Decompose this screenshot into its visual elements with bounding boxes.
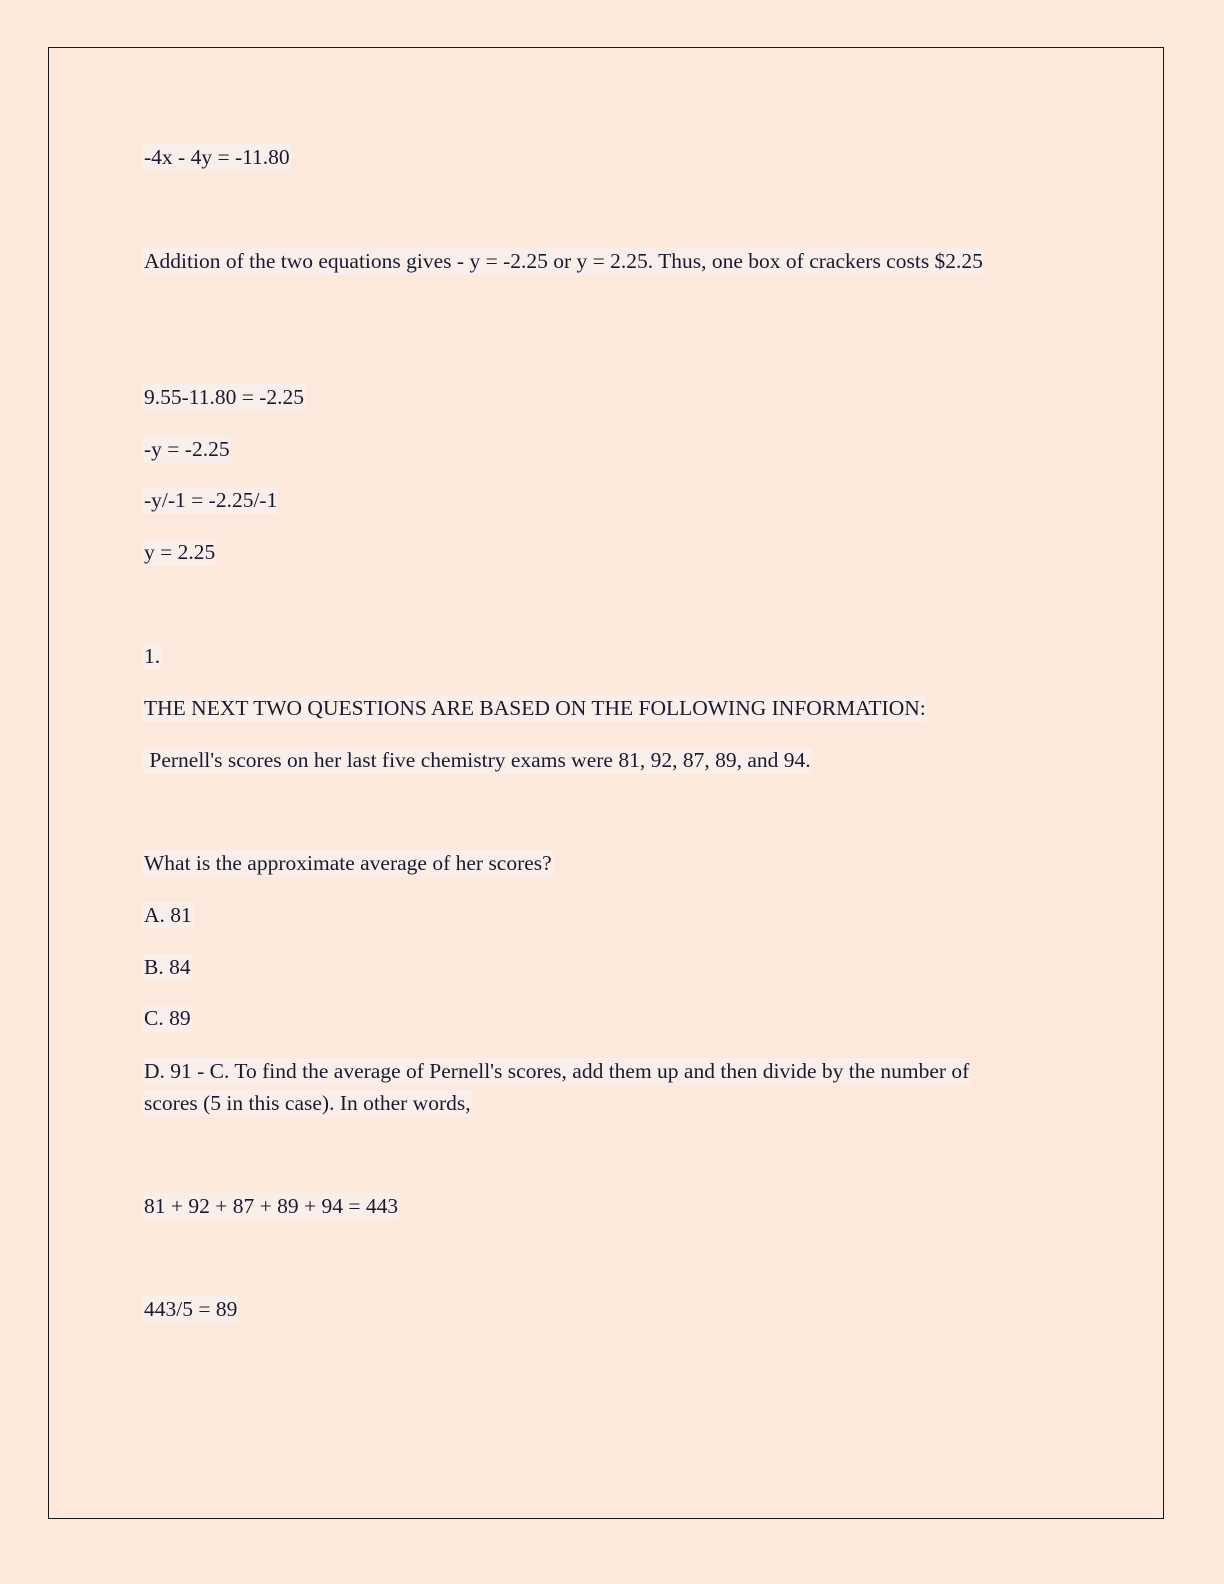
question-text: What is the approximate average of her scores? bbox=[144, 851, 552, 875]
option-d-answer-text: D. 91 - C. To find the average of Pernell's scores, add them up and then divide by the number of scores (5 in this case). In other words, bbox=[144, 1059, 970, 1115]
calc-text-4: y = 2.25 bbox=[144, 540, 216, 564]
equation-text: -4x - 4y = -11.80 bbox=[144, 145, 290, 169]
option-c-text: C. 89 bbox=[144, 1006, 191, 1030]
calc-line-3 bbox=[143, 484, 278, 516]
calc-line-2 bbox=[143, 433, 231, 465]
info-heading-text: THE NEXT TWO QUESTIONS ARE BASED ON THE FOLLOWING INFORMATION: bbox=[144, 696, 926, 720]
option-a bbox=[143, 899, 193, 931]
info-text-line bbox=[143, 744, 812, 776]
addition-paragraph bbox=[143, 245, 1063, 277]
calc-text-3: -y/-1 = -2.25/-1 bbox=[144, 488, 278, 512]
option-b-text: B. 84 bbox=[144, 955, 191, 979]
calc-text-2: -y = -2.25 bbox=[144, 437, 230, 461]
question-number bbox=[143, 640, 161, 672]
info-text: Pernell's scores on her last five chemistry exams were 81, 92, 87, 89, and 94. bbox=[144, 748, 811, 772]
option-d-answer bbox=[143, 1055, 1003, 1119]
question-number-text: 1. bbox=[144, 644, 161, 668]
sum-text: 81 + 92 + 87 + 89 + 94 = 443 bbox=[144, 1194, 399, 1218]
option-b bbox=[143, 951, 192, 983]
average-text: 443/5 = 89 bbox=[144, 1297, 238, 1321]
equation-line bbox=[143, 141, 291, 173]
option-c bbox=[143, 1002, 192, 1034]
question-line bbox=[143, 847, 553, 879]
calc-line-1 bbox=[143, 381, 305, 413]
option-a-text: A. 81 bbox=[144, 903, 192, 927]
average-line bbox=[143, 1293, 238, 1325]
calc-line-4 bbox=[143, 536, 216, 568]
sum-line bbox=[143, 1190, 399, 1222]
calc-text-1: 9.55-11.80 = -2.25 bbox=[144, 385, 305, 409]
addition-text: Addition of the two equations gives - y = -2.25 or y = 2.25. Thus, one box of crackers costs $2.25 bbox=[144, 249, 983, 273]
info-heading bbox=[143, 692, 927, 724]
